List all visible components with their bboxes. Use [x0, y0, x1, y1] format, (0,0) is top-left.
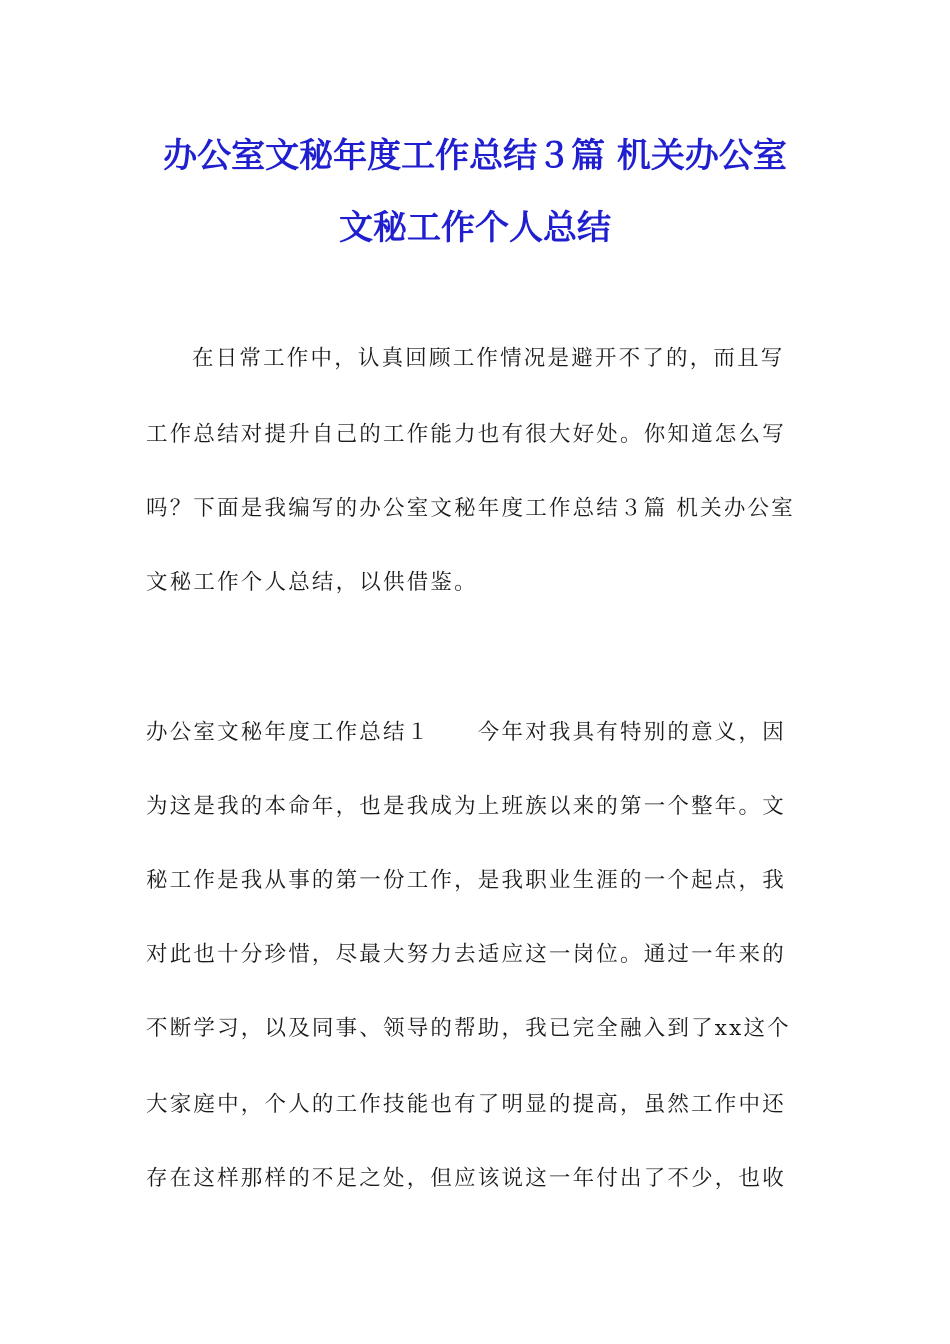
section1-line-7: 存在这样那样的不足之处，但应该说这一年付出了不少，也收: [146, 1166, 786, 1191]
section1-line-1: 办公室文秘年度工作总结１ 今年对我具有特别的意义，因: [146, 720, 786, 745]
section1-line-5: 不断学习，以及同事、领导的帮助，我已完全融入到了xx这个: [146, 1016, 791, 1041]
intro-line-3: 吗？下面是我编写的办公室文秘年度工作总结３篇 机关办公室: [146, 496, 795, 521]
section1-line-2: 为这是我的本命年，也是我成为上班族以来的第一个整年。文: [146, 794, 786, 819]
title-line-1: 办公室文秘年度工作总结３篇 机关办公室: [163, 136, 787, 176]
intro-line-2: 工作总结对提升自己的工作能力也有很大好处。你知道怎么写: [146, 422, 786, 447]
intro-line-1: 在日常工作中，认真回顾工作情况是避开不了的，而且写: [192, 346, 785, 371]
section1-line-3: 秘工作是我从事的第一份工作，是我职业生涯的一个起点，我: [146, 868, 786, 893]
section1-line-4: 对此也十分珍惜，尽最大努力去适应这一岗位。通过一年来的: [146, 942, 786, 967]
intro-line-4: 文秘工作个人总结，以供借鉴。: [146, 570, 478, 595]
section1-line-6: 大家庭中，个人的工作技能也有了明显的提高，虽然工作中还: [146, 1092, 786, 1117]
title-line-2: 文秘工作个人总结: [339, 208, 611, 248]
